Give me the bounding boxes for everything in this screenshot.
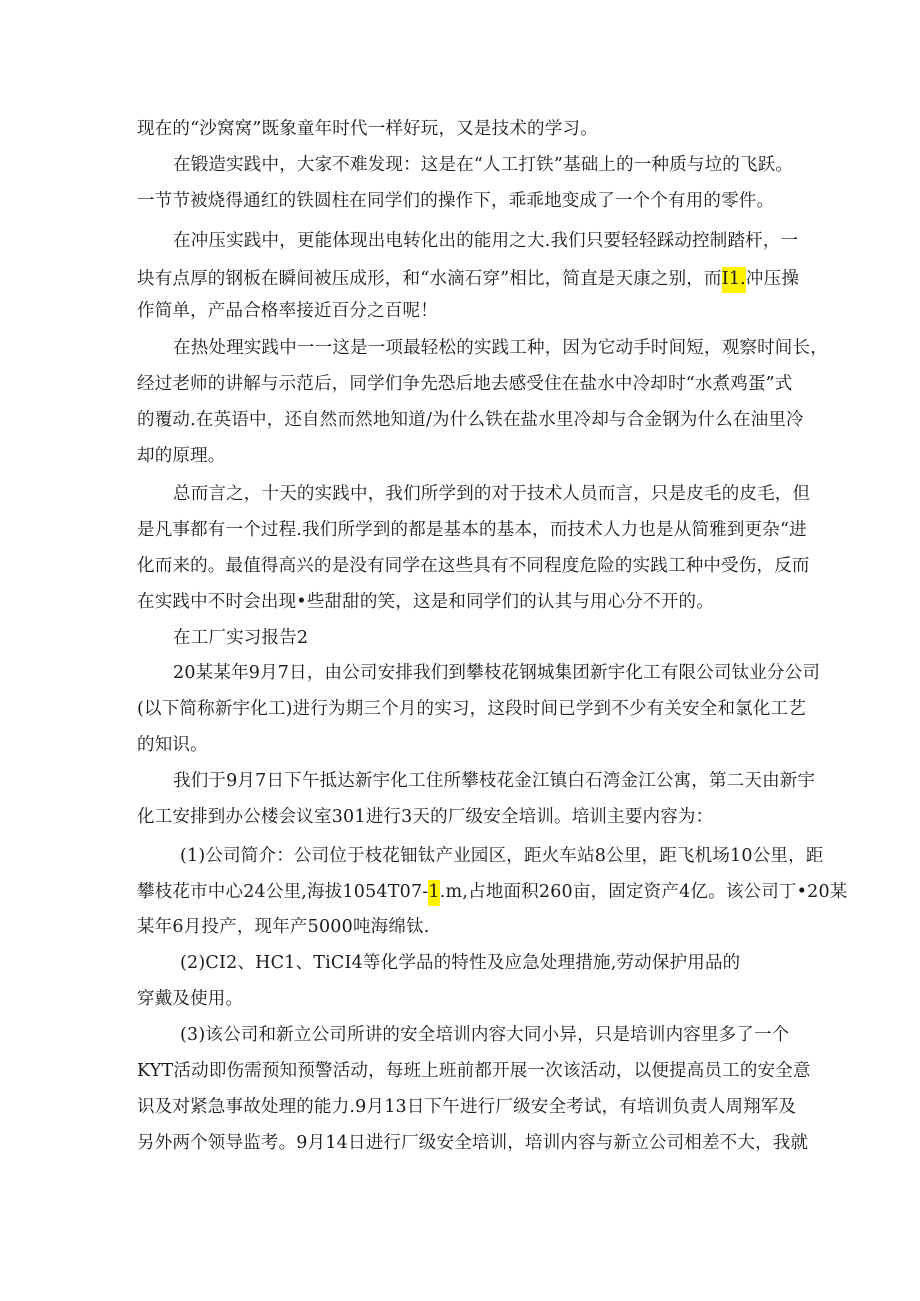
- text-line: 在热处理实践中一一这是一项最轻松的实践工种，因为它动手时间短，观察时间长，: [173, 338, 828, 358]
- text-line: 某年6月投产，现年产5000吨海绵钛.: [137, 917, 430, 937]
- text-line: (2)CI2、HC1、TiCI4等化学品的特性及应急处理措施,劳动保护用品的: [180, 953, 741, 973]
- text-line: 经过老师的讲解与示范后，同学们争先恐后地去感受住在盐水中冷却时“水煮鸡蛋”式: [137, 374, 793, 394]
- text-line: (1)公司简介：公司位于枝花钿钛产业园区，距火车站8公里，距飞机场10公里，距: [180, 846, 824, 866]
- text-line: 作简单，产品合格率接近百分之百呢！: [137, 301, 438, 321]
- text-line: 却的原理。: [137, 446, 226, 466]
- text-line: 在锻造实践中，大家不难发现：这是在“人工打铁”基础上的一种质与垃的飞跃。: [173, 155, 794, 175]
- text-line: 是凡事都有一个过程.我们所学到的都是基本的基本，而技术人力也是从简雅到更杂“进: [137, 520, 807, 540]
- text-line: 穿戴及使用。: [137, 989, 244, 1009]
- text-line: 现在的“沙窝窝”既象童年时代一样好玩，又是技术的学习。: [137, 119, 598, 139]
- text-line: 的覆动.在英语中，还自然而然地知道/为什么铁在盐水里冷却与合金钢为什么在油里冷: [137, 410, 804, 430]
- text-segment: 冲压操: [745, 269, 800, 289]
- text-line: 的知识。: [137, 735, 208, 755]
- text-segment: 攀枝花市中心24公里,海拔1054T07-: [137, 882, 429, 902]
- text-line: 一节节被烧得通红的铁圆柱在同学们的操作下，乖乖地变成了一个个有用的零件。: [137, 191, 775, 211]
- text-line: 我们于9月7日下午抵达新宇化工住所攀枝花金江镇白石湾金江公寓，第二天由新宇: [173, 771, 816, 791]
- section-heading: 在工厂实习报告2: [173, 628, 309, 648]
- text-line: (3)该公司和新立公司所讲的安全培训内容大同小异，只是培训内容里多了一个: [180, 1025, 790, 1045]
- text-line: 20某某年9月7日，由公司安排我们到攀枝花钢城集团新宇化工有限公司钛业分公司: [173, 663, 821, 683]
- text-line: 在实践中不时会出现•些甜甜的笑，这是和同学们的认其与用心分不开的。: [137, 592, 714, 612]
- text-line: 在冲压实践中，更能体现出电转化出的能用之大.我们只要轻轻踩动控制踏杆，一: [173, 231, 799, 251]
- text-line: 识及对紧急事故处理的能力.9月13日下午进行厂级安全考试，有培训负责人周翔军及: [137, 1097, 797, 1117]
- text-segment: .m,占地面积260亩，固定资产4亿。该公司丁•20某: [439, 882, 848, 902]
- text-line: 总而言之，十天的实践中，我们所学到的对于技术人员而言，只是皮毛的皮毛，但: [173, 484, 811, 504]
- text-line: (以下简称新宇化工)进行为期三个月的实习，这段时间已学到不少有关安全和氯化工艺: [137, 699, 806, 719]
- text-line: 化工安排到办公楼会议室301进行3天的厂级安全培训。培训主要内容为：: [137, 807, 714, 827]
- text-line: 另外两个领导监考。9月14日进行厂级安全培训，培训内容与新立公司相差不大，我就: [137, 1133, 809, 1153]
- text-segment: 块有点厚的钢板在瞬间被压成形，和“水滴石穿”相比，简直是天康之别，而: [137, 269, 722, 289]
- highlighted-text: 1: [428, 880, 439, 906]
- text-line: KYT活动即伤需预知预警活动，每班上班前都开展一次该活动，以便提高员工的安全意: [137, 1061, 811, 1081]
- text-line: [137, 266, 799, 292]
- text-line: 化而来的。最值得高兴的是没有同学在这些具有不同程度危险的实践工种中受伤，反而: [137, 556, 810, 576]
- highlighted-text: I1.: [722, 267, 746, 293]
- text-line: [137, 879, 848, 905]
